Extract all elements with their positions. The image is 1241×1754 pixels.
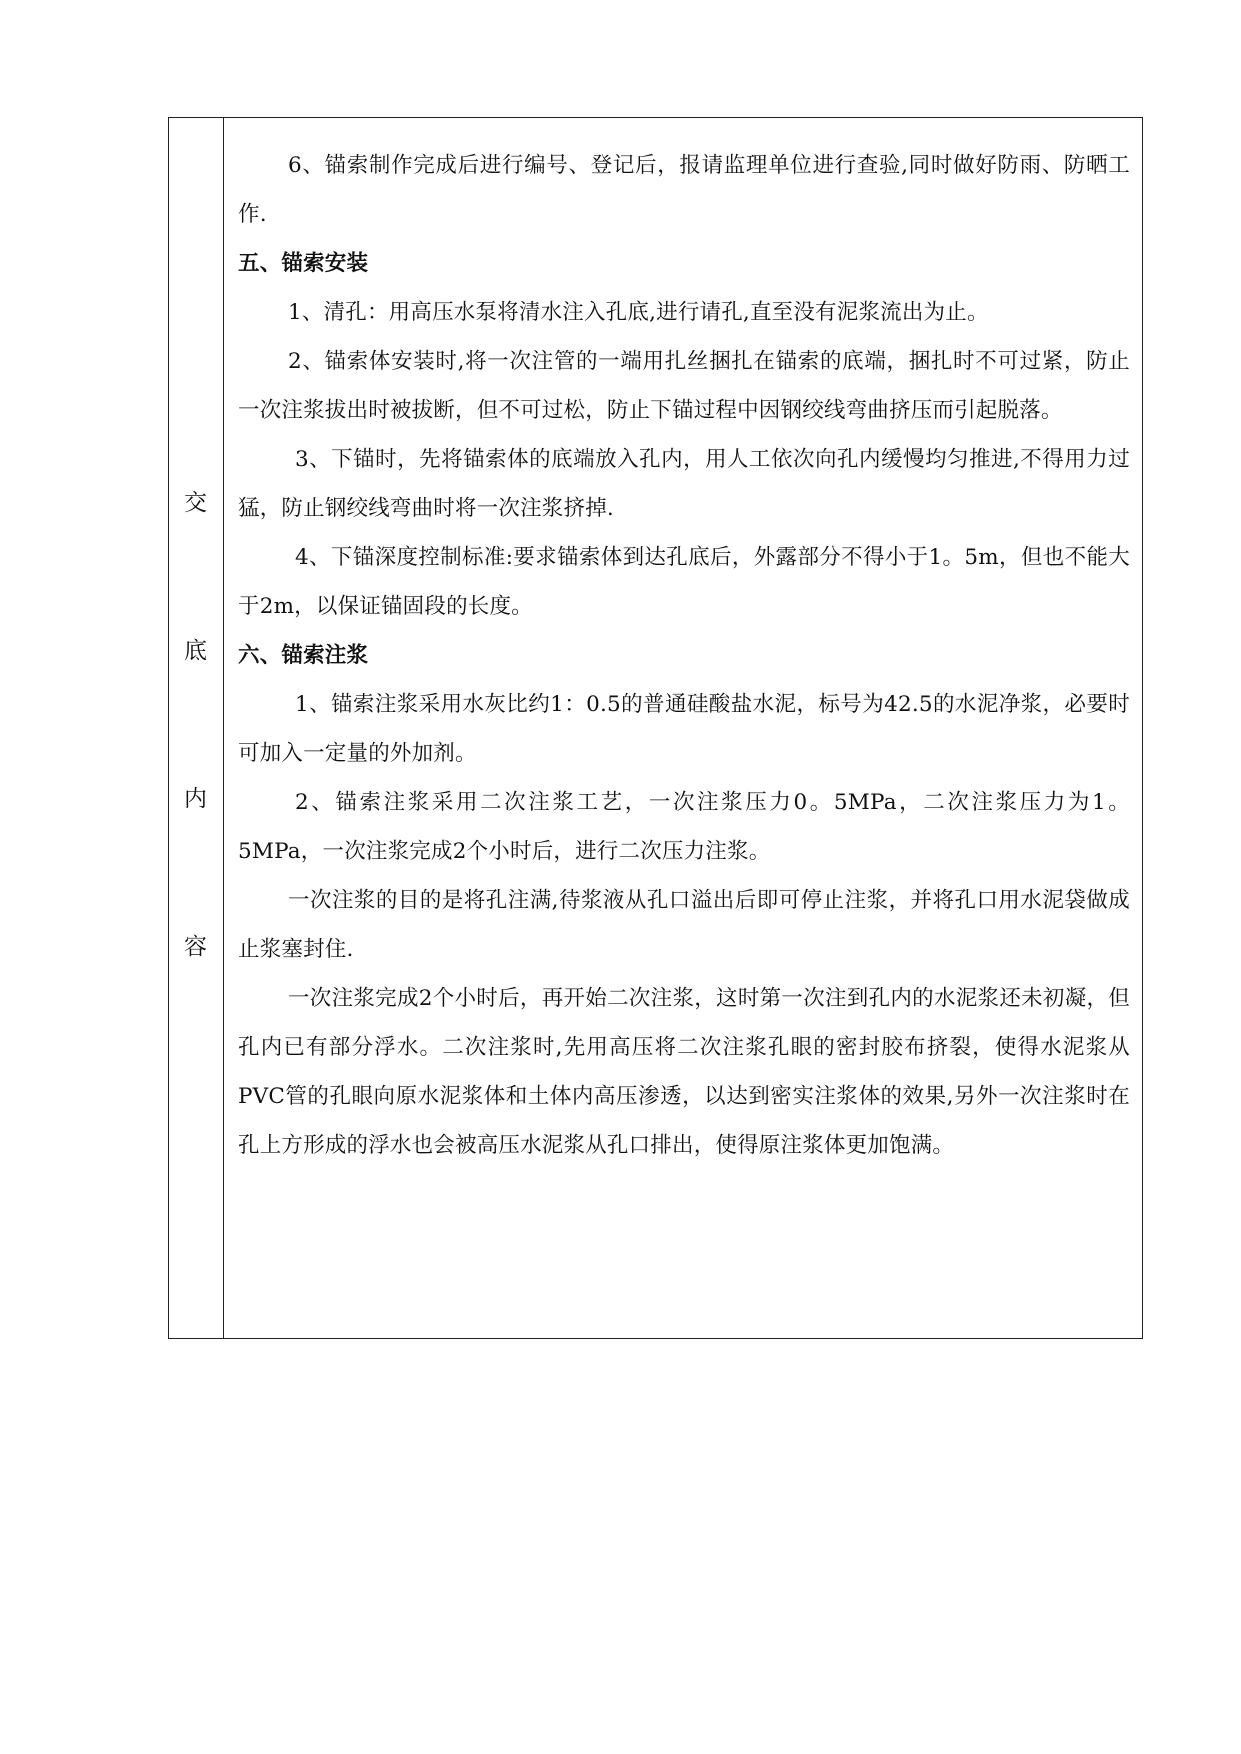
section-heading: 六、锚索注浆 — [238, 643, 369, 668]
paragraph: 6、锚索制作完成后进行编号、登记后，报请监理单位进行查验,同时做好防雨、防晒工作. — [238, 153, 1130, 227]
paragraph: 2、锚索体安装时,将一次注管的一端用扎丝捆扎在锚索的底端，捆扎时不可过紧，防止一次注浆拔出时被拔断，但不可过松，防止下锚过程中因钢绞线弯曲挤压而引起脱落。 — [238, 349, 1130, 423]
label-char: 底 — [184, 638, 207, 664]
paragraph: 2、锚索注浆采用二次注浆工艺，一次注浆压力0。5MPa，二次注浆压力为1。5MPa，一次注浆完成2个小时后，进行二次压力注浆。 — [238, 790, 1130, 864]
handover-content-label-column — [169, 118, 224, 1338]
label-char: 交 — [184, 490, 207, 516]
paragraph: 1、锚索注浆采用水灰比约1：0.5的普通硅酸盐水泥，标号为42.5的水泥净浆，必要时可加入一定量的外加剂。 — [238, 692, 1130, 766]
paragraph: 一次注浆的目的是将孔注满,待浆液从孔口溢出后即可停止注浆，并将孔口用水泥袋做成止浆塞封住. — [238, 888, 1130, 962]
label-char: 内 — [184, 786, 207, 812]
paragraph: 1、清孔：用高压水泵将清水注入孔底,进行请孔,直至没有泥浆流出为止。 — [288, 300, 989, 325]
section-heading: 五、锚索安装 — [238, 251, 369, 276]
paragraph: 3、下锚时，先将锚索体的底端放入孔内，用人工依次向孔内缓慢均匀推进,不得用力过猛，防止钢绞线弯曲时将一次注浆挤掉. — [238, 447, 1130, 521]
content-body — [238, 141, 1130, 1170]
handover-table — [168, 117, 1143, 1339]
paragraph: 4、下锚深度控制标准:要求锚索体到达孔底后，外露部分不得小于1。5m，但也不能大于2m，以保证锚固段的长度。 — [238, 545, 1130, 619]
label-char: 容 — [184, 934, 207, 960]
paragraph: 一次注浆完成2个小时后，再开始二次注浆，这时第一次注到孔内的水泥浆还未初凝，但孔内已有部分浮水。二次注浆时,先用高压将二次注浆孔眼的密封胶布挤裂，使得水泥浆从PVC管的孔眼向原水泥浆体和土体内高压渗透，以达到密实注浆体的效果,另外一次注浆时在孔上方形成的浮水也会被高压水泥浆从孔口排出，使得原注浆体更加饱满。 — [238, 986, 1130, 1158]
